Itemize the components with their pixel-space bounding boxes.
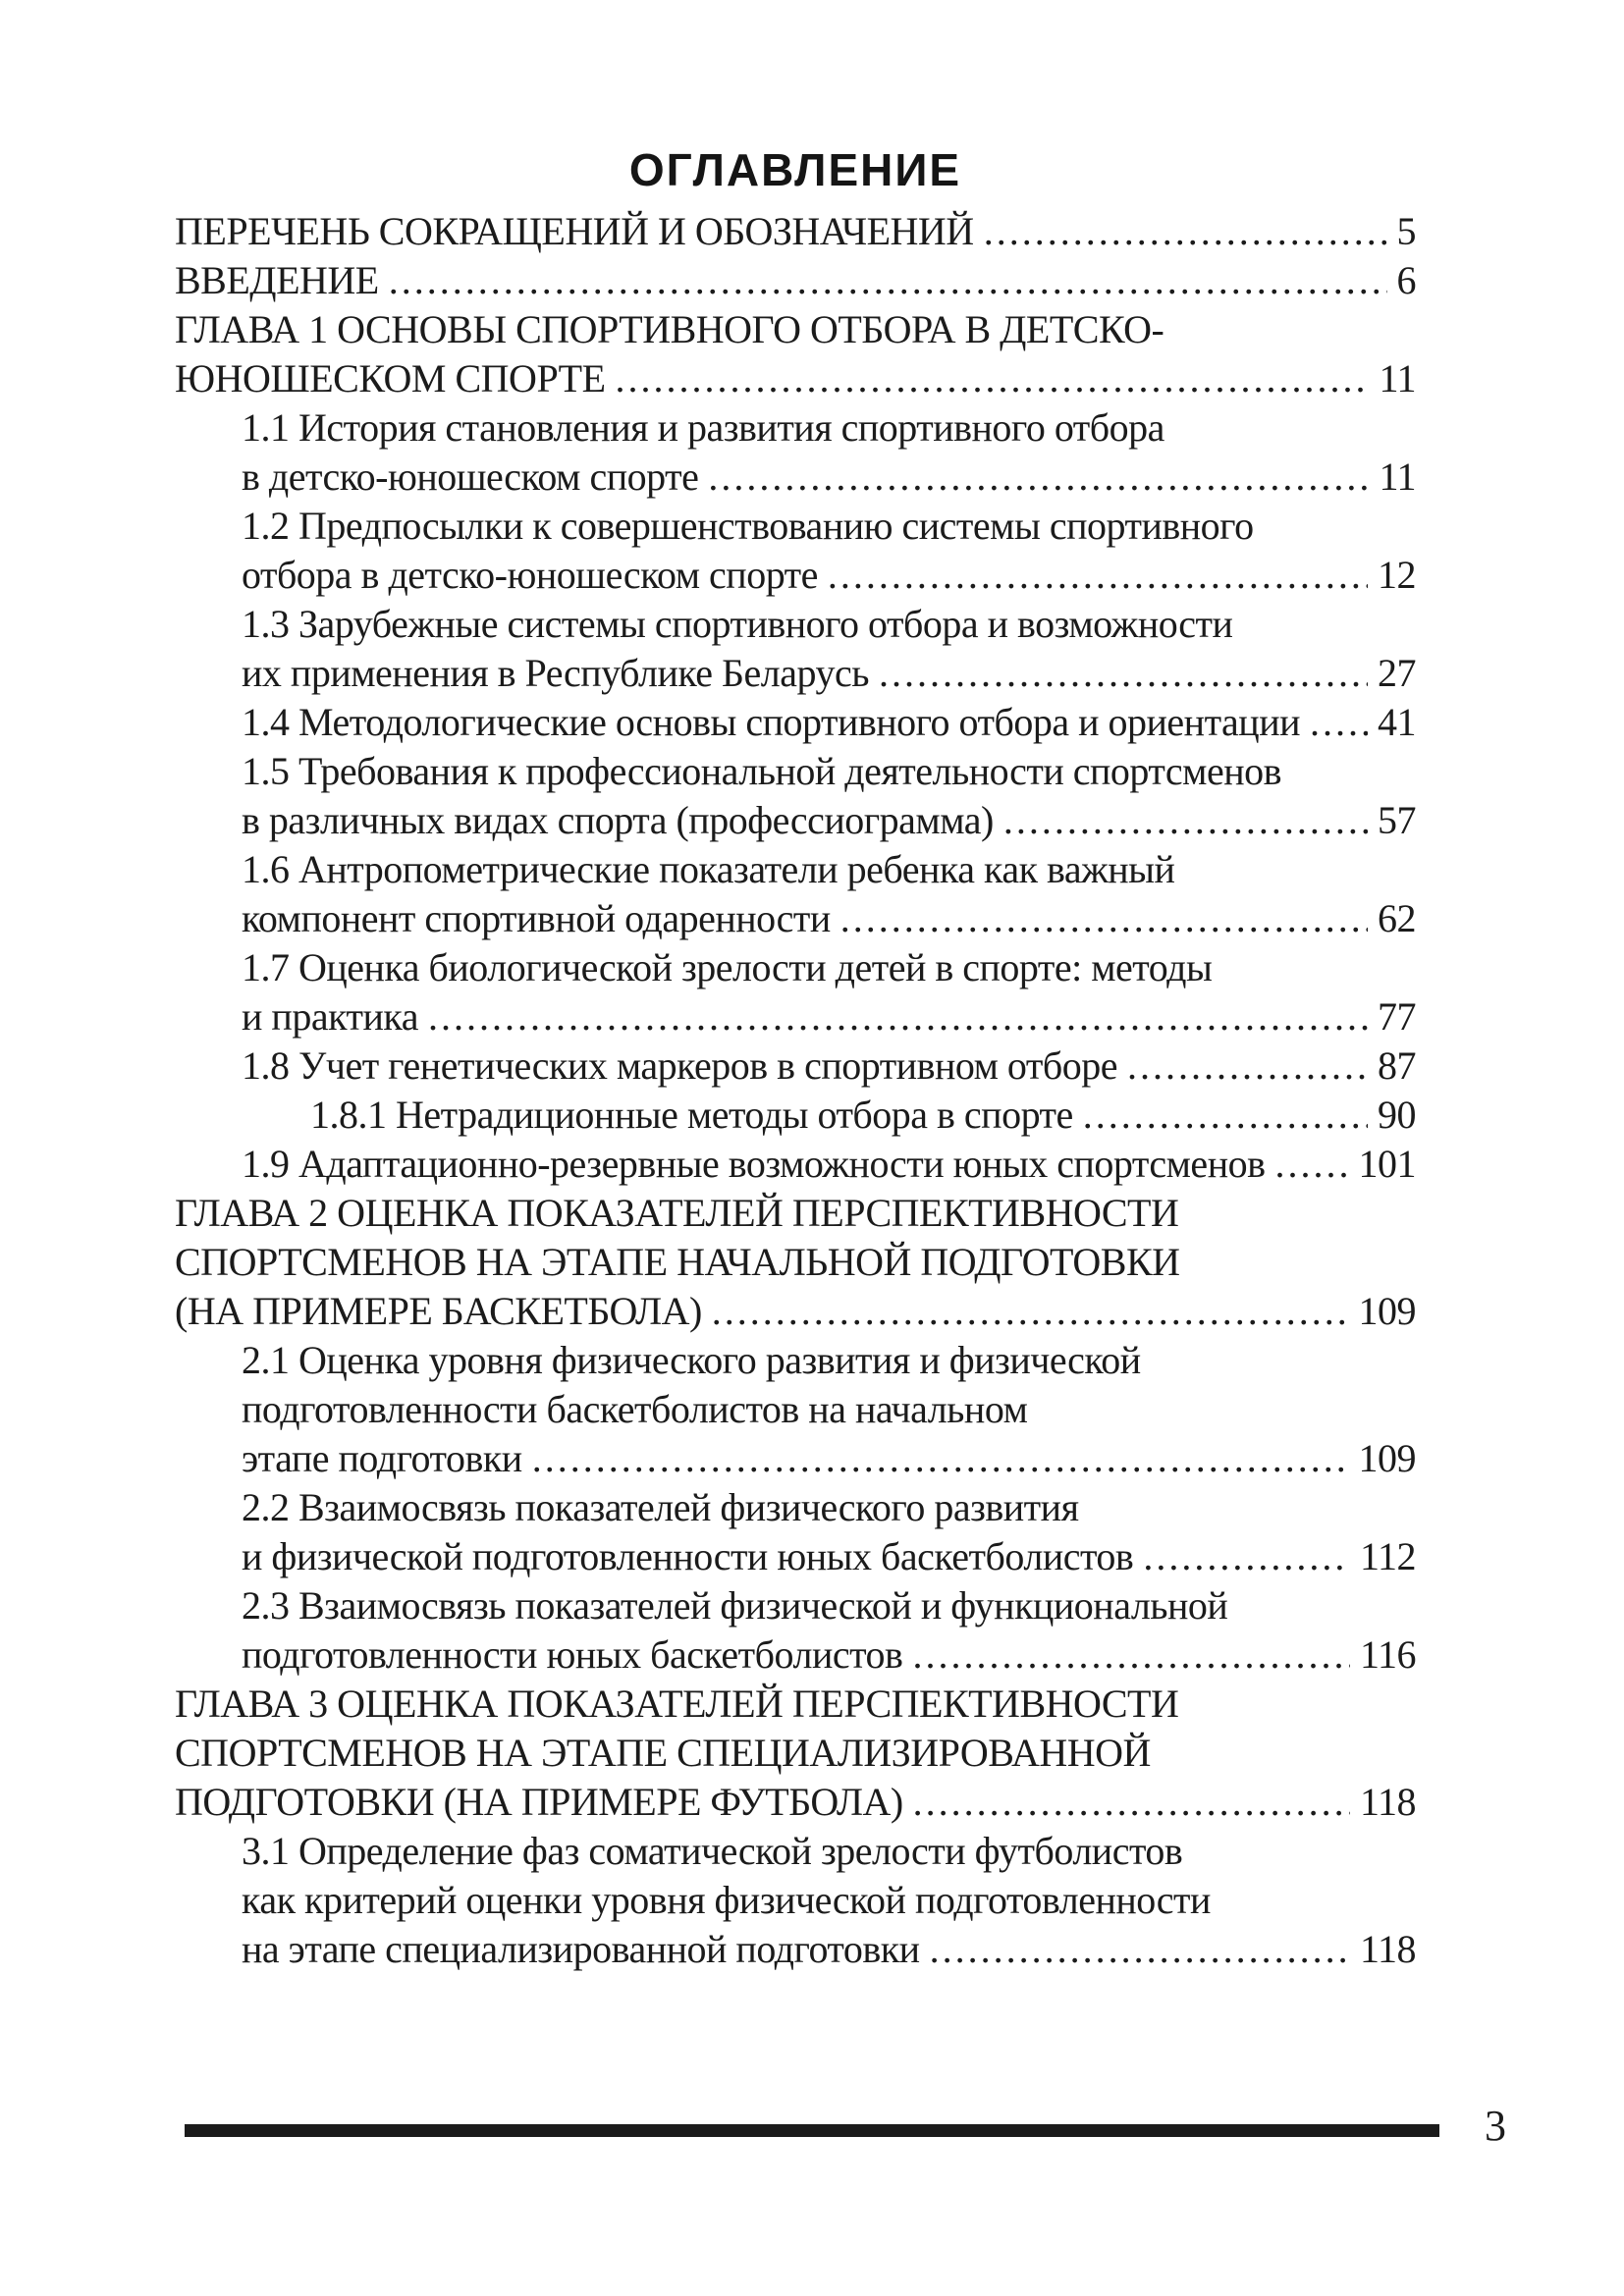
toc-leader-dots [428, 992, 1368, 1041]
toc-leader-dots [616, 354, 1370, 403]
toc-entry-text: этапе подготовки [242, 1436, 522, 1480]
toc-entry-text: СПОРТСМЕНОВ НА ЭТАПЕ НАЧАЛЬНОЙ ПОДГОТОВКИ [175, 1240, 1180, 1284]
toc-entry-text: 2.1 Оценка уровня физического развития и физической [242, 1338, 1141, 1382]
toc-page-number: 27 [1378, 651, 1416, 695]
toc-line [175, 698, 1416, 747]
toc-leader-dots [1127, 1041, 1368, 1091]
toc-entry-text: 1.5 Требования к профессиональной деятельности спортсменов [242, 749, 1281, 793]
toc-page-number: 116 [1359, 1632, 1416, 1677]
toc-leader-dots [708, 453, 1369, 502]
toc-entry-text: компонент спортивной одаренности [242, 896, 831, 940]
toc-line [175, 551, 1416, 600]
toc-line [175, 1385, 1416, 1434]
toc-line [175, 1434, 1416, 1483]
toc-line [175, 1532, 1416, 1581]
toc-page-number: 5 [1396, 209, 1416, 253]
toc-line [175, 1925, 1416, 1974]
toc-page-number: 62 [1378, 896, 1416, 940]
toc-entry-text: 1.2 Предпосылки к совершенствованию системы спортивного [242, 504, 1254, 548]
toc-entry-text: ГЛАВА 3 ОЦЕНКА ПОКАЗАТЕЛЕЙ ПЕРСПЕКТИВНОСТИ [175, 1682, 1179, 1726]
toc-entry-text: в детско-юношеском спорте [242, 454, 699, 499]
toc-entry-text: 1.9 Адаптационно-резервные возможности юных спортсменов [242, 1142, 1266, 1186]
toc-page-number: 118 [1359, 1927, 1416, 1971]
toc-leader-dots [712, 1287, 1349, 1336]
toc-line [175, 943, 1416, 992]
toc-line [175, 845, 1416, 894]
toc-entry-text: подготовленности юных баскетболистов [242, 1632, 903, 1677]
toc-entry-text: в различных видах спорта (профессиограмма) [242, 798, 994, 842]
page-title: ОГЛАВЛЕНИЕ [628, 144, 962, 195]
toc-leader-dots [1143, 1532, 1350, 1581]
toc-entry-text: и практика [242, 994, 418, 1039]
toc-leader-dots [1083, 1091, 1368, 1140]
toc-entry-text: отбора в детско-юношеском спорте [242, 553, 818, 597]
toc-entry-text: ГЛАВА 1 ОСНОВЫ СПОРТИВНОГО ОТБОРА В ДЕТСКО- [175, 307, 1164, 351]
toc-line [175, 1238, 1416, 1287]
toc-leader-dots [912, 1630, 1350, 1680]
toc-leader-dots [828, 551, 1368, 600]
toc-page-number: 101 [1358, 1142, 1416, 1186]
toc-page-number: 41 [1378, 700, 1416, 744]
toc-line [175, 1827, 1416, 1876]
toc-page-number: 112 [1359, 1534, 1416, 1578]
toc-entry-text: (НА ПРИМЕРЕ БАСКЕТБОЛА) [175, 1289, 702, 1333]
toc-leader-dots [840, 894, 1368, 943]
toc-entry-text: СПОРТСМЕНОВ НА ЭТАПЕ СПЕЦИАЛИЗИРОВАННОЙ [175, 1731, 1151, 1775]
toc-leader-dots [532, 1434, 1349, 1483]
toc-entry-text: на этапе специализированной подготовки [242, 1927, 920, 1971]
toc-line [175, 403, 1416, 453]
toc-page-number: 77 [1378, 994, 1416, 1039]
toc-line [175, 1680, 1416, 1729]
footer-rule [185, 2124, 1439, 2137]
toc-line [175, 747, 1416, 796]
toc-entry-text: подготовленности баскетболистов на начальном [242, 1387, 1028, 1431]
toc-entry-text: и физической подготовленности юных баскетболистов [242, 1534, 1134, 1578]
toc-line [175, 1483, 1416, 1532]
toc-entry-text: 1.4 Методологические основы спортивного отбора и ориентации [242, 700, 1301, 744]
toc-leader-dots [389, 256, 1387, 305]
toc-line [175, 256, 1416, 305]
toc-line [175, 1778, 1416, 1827]
toc-line [175, 502, 1416, 551]
toc-entry-text: 2.2 Взаимосвязь показателей физического развития [242, 1485, 1079, 1529]
toc-entry-text: их применения в Республике Беларусь [242, 651, 869, 695]
toc-line [175, 1336, 1416, 1385]
toc-entry-text: 1.8 Учет генетических маркеров в спортивном отборе [242, 1043, 1117, 1088]
toc-line [175, 1630, 1416, 1680]
toc-entry-text: как критерий оценки уровня физической подготовленности [242, 1878, 1211, 1922]
toc-line [175, 1876, 1416, 1925]
toc-line [175, 305, 1416, 354]
toc-line [175, 1189, 1416, 1238]
toc-leader-dots [930, 1925, 1350, 1974]
toc-entry-text: ГЛАВА 2 ОЦЕНКА ПОКАЗАТЕЛЕЙ ПЕРСПЕКТИВНОСТИ [175, 1191, 1179, 1235]
toc-line [175, 1581, 1416, 1630]
toc-page-number: 87 [1378, 1043, 1416, 1088]
toc-line [175, 1287, 1416, 1336]
toc-entry-text: 1.3 Зарубежные системы спортивного отбора и возможности [242, 602, 1233, 646]
toc-line [175, 1041, 1416, 1091]
toc-entry-text: ПЕРЕЧЕНЬ СОКРАЩЕНИЙ И ОБОЗНАЧЕНИЙ [175, 209, 974, 253]
toc-page-number: 12 [1378, 553, 1416, 597]
toc-leader-dots [1310, 698, 1368, 747]
toc-entry-text: 1.8.1 Нетрадиционные методы отбора в спорте [310, 1093, 1073, 1137]
toc-leader-dots [1274, 1140, 1348, 1189]
toc-line [175, 207, 1416, 256]
toc-leader-dots [1003, 796, 1368, 845]
toc-page-number: 11 [1379, 356, 1416, 400]
toc-page-number: 109 [1358, 1436, 1416, 1480]
toc-line [175, 894, 1416, 943]
page-footer [185, 2101, 1506, 2160]
toc-line [175, 796, 1416, 845]
toc-line [175, 600, 1416, 649]
toc-line [175, 1729, 1416, 1778]
toc-page-number: 57 [1378, 798, 1416, 842]
toc-entry-text: 2.3 Взаимосвязь показателей физической и функциональной [242, 1583, 1228, 1628]
toc-entry-text: 1.1 История становления и развития спортивного отбора [242, 405, 1164, 450]
toc-page-number: 11 [1379, 454, 1416, 499]
toc-line [175, 992, 1416, 1041]
toc-leader-dots [984, 207, 1387, 256]
toc-entry-text: 1.7 Оценка биологической зрелости детей в спорте: методы [242, 945, 1213, 989]
toc-page-number: 90 [1378, 1093, 1416, 1137]
toc-line [175, 649, 1416, 698]
toc-entry-text: ПОДГОТОВКИ (НА ПРИМЕРЕ ФУТБОЛА) [175, 1780, 903, 1824]
toc-list [175, 207, 1416, 1974]
toc-line [175, 453, 1416, 502]
toc-entry-text: ВВЕДЕНИЕ [175, 258, 379, 302]
toc-leader-dots [879, 649, 1368, 698]
toc-line [175, 1091, 1416, 1140]
toc-entry-text: ЮНОШЕСКОМ СПОРТЕ [175, 356, 606, 400]
toc-entry-text: 3.1 Определение фаз соматической зрелости футболистов [242, 1829, 1183, 1873]
toc-line [175, 1140, 1416, 1189]
toc-page-number: 6 [1396, 258, 1416, 302]
toc-entry-text: 1.6 Антропометрические показатели ребенка как важный [242, 847, 1175, 891]
toc-page-number: 109 [1358, 1289, 1416, 1333]
toc-page-number: 118 [1359, 1780, 1416, 1824]
toc-leader-dots [913, 1778, 1350, 1827]
toc-line [175, 354, 1416, 403]
footer-page-number: 3 [1485, 2102, 1506, 2150]
